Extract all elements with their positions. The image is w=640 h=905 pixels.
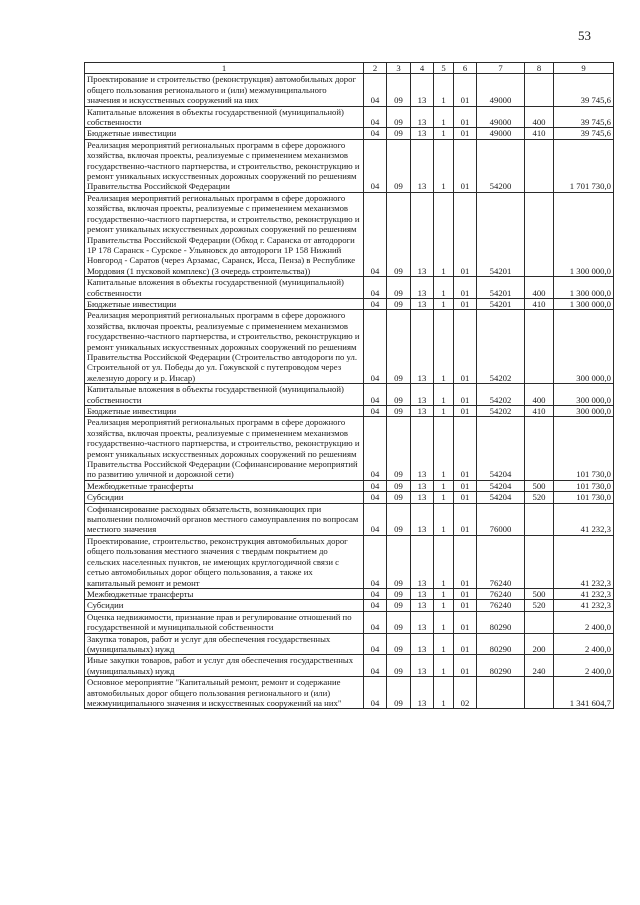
- row-code: 49000: [477, 128, 525, 139]
- table-row: [85, 503, 614, 535]
- row-sum: 1 300 000,0: [554, 298, 614, 309]
- row-code: 01: [454, 535, 477, 588]
- page-number: 53: [578, 28, 591, 43]
- row-code: 13: [411, 600, 434, 611]
- row-code: 13: [411, 611, 434, 633]
- row-code: 01: [454, 588, 477, 599]
- row-code: 1: [434, 633, 454, 655]
- row-code: 240: [525, 655, 554, 677]
- row-code: 04: [364, 139, 387, 192]
- row-name: Бюджетные инвестиции: [85, 128, 364, 139]
- row-code: 520: [525, 492, 554, 503]
- row-sum: 41 232,3: [554, 600, 614, 611]
- row-code: 04: [364, 611, 387, 633]
- row-code: 400: [525, 277, 554, 299]
- row-code: 04: [364, 480, 387, 491]
- row-code: 01: [454, 480, 477, 491]
- row-code: 09: [387, 106, 411, 128]
- row-name: Капитальные вложения в объекты государственной (муниципальной) собственности: [85, 277, 364, 299]
- row-code: 54202: [477, 406, 525, 417]
- row-code: 1: [434, 480, 454, 491]
- row-sum: 39 745,6: [554, 74, 614, 106]
- row-code: 04: [364, 588, 387, 599]
- row-code: 01: [454, 106, 477, 128]
- row-code: 13: [411, 128, 434, 139]
- row-code: 09: [387, 406, 411, 417]
- row-name: Реализация мероприятий региональных программ в сфере дорожного хозяйства, включая проекты, реализуемые с применением механизмов государственно-частного партнерства, и строительство, реконструкцию и ремонт уникальных искусственных дорожных сооружений по решениям Правительства Российской Федерации (Софинансирование мероприятий по развитию уличной и дорожной сети): [85, 417, 364, 480]
- table-row: [85, 310, 614, 384]
- row-code: 13: [411, 503, 434, 535]
- row-code: 500: [525, 480, 554, 491]
- row-code: 1: [434, 277, 454, 299]
- row-code: 1: [434, 655, 454, 677]
- row-code: 1: [434, 310, 454, 384]
- table-row: [85, 611, 614, 633]
- row-code: 04: [364, 492, 387, 503]
- row-name: Субсидии: [85, 600, 364, 611]
- row-code: 04: [364, 310, 387, 384]
- row-code: 09: [387, 277, 411, 299]
- row-code: 09: [387, 503, 411, 535]
- column-number: 3: [387, 63, 411, 74]
- row-code: 1: [434, 417, 454, 480]
- row-code: [477, 677, 525, 709]
- row-code: 09: [387, 128, 411, 139]
- row-code: [525, 310, 554, 384]
- row-code: 13: [411, 417, 434, 480]
- row-sum: 41 232,3: [554, 535, 614, 588]
- row-code: 54202: [477, 310, 525, 384]
- row-name: Софинансирование расходных обязательств, возникающих при выполнении полномочий органов местного самоуправления по вопросам местного значения: [85, 503, 364, 535]
- row-code: 54204: [477, 480, 525, 491]
- row-code: [525, 74, 554, 106]
- row-name: Реализация мероприятий региональных программ в сфере дорожного хозяйства, включая проекты, реализуемые с применением механизмов государственно-частного партнерства, и строительство, реконструкцию и ремонт уникальных искусственных дорожных сооружений по решениям Правительства Российской Федерации (Обход г. Саранска от автодороги 1Р 178 Саранск - Сурское - Ульяновск до автодороги 1Р 158 Нижний Новгород - Саратов (через Арзамас, Саранск, Исса, Пенза) в Республике Мордовия (1 пусковой комплекс) (3 очередь строительства)): [85, 192, 364, 276]
- row-code: 1: [434, 192, 454, 276]
- row-code: 01: [454, 139, 477, 192]
- row-name: Основное мероприятие "Капитальный ремонт, ремонт и содержание автомобильных дорог общего пользования регионального и (или) межмуниципального значения и искусственных сооружений на них": [85, 677, 364, 709]
- row-code: [525, 139, 554, 192]
- row-code: 54201: [477, 298, 525, 309]
- row-code: 04: [364, 384, 387, 406]
- row-name: Субсидии: [85, 492, 364, 503]
- row-code: 01: [454, 128, 477, 139]
- row-code: 13: [411, 384, 434, 406]
- row-code: 54201: [477, 277, 525, 299]
- row-code: 13: [411, 535, 434, 588]
- table-row: [85, 588, 614, 599]
- row-code: 49000: [477, 74, 525, 106]
- row-code: 54204: [477, 492, 525, 503]
- row-code: 80290: [477, 611, 525, 633]
- row-code: 1: [434, 503, 454, 535]
- row-code: 1: [434, 128, 454, 139]
- row-code: 09: [387, 417, 411, 480]
- row-code: 09: [387, 310, 411, 384]
- row-code: [525, 535, 554, 588]
- row-code: 09: [387, 633, 411, 655]
- row-code: 1: [434, 492, 454, 503]
- column-number: 4: [411, 63, 434, 74]
- row-code: [525, 677, 554, 709]
- row-code: 54201: [477, 192, 525, 276]
- row-code: 1: [434, 106, 454, 128]
- row-name: Проектирование, строительство, реконструкция автомобильных дорог общего пользования местного значения с твердым покрытием до сельских населенных пунктов, не имеющих круглогодичной связи с сетью автомобильных дорог общего пользования, а также их капитальный ремонт и ремонт: [85, 535, 364, 588]
- table-row: [85, 633, 614, 655]
- row-code: 01: [454, 503, 477, 535]
- row-code: 13: [411, 677, 434, 709]
- row-code: 09: [387, 600, 411, 611]
- table-row: [85, 492, 614, 503]
- row-code: 13: [411, 310, 434, 384]
- row-code: 13: [411, 655, 434, 677]
- table-row: [85, 384, 614, 406]
- row-code: 01: [454, 611, 477, 633]
- row-sum: 2 400,0: [554, 611, 614, 633]
- row-code: 01: [454, 277, 477, 299]
- row-code: 13: [411, 588, 434, 599]
- row-code: 49000: [477, 106, 525, 128]
- row-code: 520: [525, 600, 554, 611]
- row-name: Бюджетные инвестиции: [85, 298, 364, 309]
- row-code: 04: [364, 677, 387, 709]
- row-code: 410: [525, 298, 554, 309]
- row-code: 04: [364, 655, 387, 677]
- row-code: 76000: [477, 503, 525, 535]
- row-code: 04: [364, 128, 387, 139]
- row-code: 1: [434, 677, 454, 709]
- row-sum: 39 745,6: [554, 106, 614, 128]
- column-number-row: [85, 63, 614, 74]
- row-code: 01: [454, 633, 477, 655]
- row-code: 04: [364, 277, 387, 299]
- row-code: 09: [387, 611, 411, 633]
- row-name: Реализация мероприятий региональных программ в сфере дорожного хозяйства, включая проекты, реализуемые с применением механизмов государственно-частного партнерства, и строительство, реконструкцию и ремонт уникальных искусственных дорожных сооружений по решениям Правительства Российской Федерации: [85, 139, 364, 192]
- budget-table: [84, 62, 614, 709]
- table-row: [85, 298, 614, 309]
- row-name: Бюджетные инвестиции: [85, 406, 364, 417]
- row-sum: 300 000,0: [554, 384, 614, 406]
- row-code: 01: [454, 384, 477, 406]
- row-code: 13: [411, 480, 434, 491]
- column-number: 2: [364, 63, 387, 74]
- row-code: 09: [387, 677, 411, 709]
- row-code: 1: [434, 384, 454, 406]
- row-code: 200: [525, 633, 554, 655]
- row-code: [525, 417, 554, 480]
- row-code: 01: [454, 298, 477, 309]
- row-code: 410: [525, 406, 554, 417]
- row-code: 13: [411, 139, 434, 192]
- row-code: 400: [525, 384, 554, 406]
- row-code: 01: [454, 310, 477, 384]
- row-name: Капитальные вложения в объекты государственной (муниципальной) собственности: [85, 384, 364, 406]
- row-sum: 2 400,0: [554, 633, 614, 655]
- table-row: [85, 677, 614, 709]
- row-code: 09: [387, 192, 411, 276]
- row-code: 01: [454, 192, 477, 276]
- row-code: 1: [434, 611, 454, 633]
- row-code: 01: [454, 600, 477, 611]
- row-sum: 39 745,6: [554, 128, 614, 139]
- row-code: 04: [364, 406, 387, 417]
- row-sum: 101 730,0: [554, 492, 614, 503]
- row-name: Закупка товаров, работ и услуг для обеспечения государственных (муниципальных) нужд: [85, 633, 364, 655]
- row-code: 54204: [477, 417, 525, 480]
- row-name: Межбюджетные трансферты: [85, 480, 364, 491]
- row-code: [525, 192, 554, 276]
- row-code: 76240: [477, 588, 525, 599]
- row-code: 54202: [477, 384, 525, 406]
- row-code: 1: [434, 588, 454, 599]
- row-code: 09: [387, 492, 411, 503]
- row-code: 01: [454, 492, 477, 503]
- row-sum: 300 000,0: [554, 406, 614, 417]
- table-row: [85, 192, 614, 276]
- row-sum: 1 701 730,0: [554, 139, 614, 192]
- row-name: Проектирование и строительство (реконструкция) автомобильных дорог общего пользования регионального и (или) межмуниципального значения и искусственных сооружений на них: [85, 74, 364, 106]
- row-code: 09: [387, 74, 411, 106]
- table-row: [85, 406, 614, 417]
- row-code: 1: [434, 139, 454, 192]
- row-code: 02: [454, 677, 477, 709]
- row-code: 04: [364, 106, 387, 128]
- row-name: Иные закупки товаров, работ и услуг для обеспечения государственных (муниципальных) нужд: [85, 655, 364, 677]
- row-code: 09: [387, 655, 411, 677]
- table-row: [85, 600, 614, 611]
- row-sum: 1 300 000,0: [554, 192, 614, 276]
- row-code: 13: [411, 298, 434, 309]
- row-code: 13: [411, 74, 434, 106]
- row-sum: 41 232,3: [554, 588, 614, 599]
- row-code: 04: [364, 600, 387, 611]
- row-code: 1: [434, 600, 454, 611]
- row-code: 04: [364, 74, 387, 106]
- column-number: 1: [85, 63, 364, 74]
- row-sum: 1 341 604,7: [554, 677, 614, 709]
- row-code: 04: [364, 535, 387, 588]
- row-code: 09: [387, 139, 411, 192]
- row-sum: 101 730,0: [554, 417, 614, 480]
- row-code: 04: [364, 417, 387, 480]
- row-code: 13: [411, 406, 434, 417]
- row-code: 1: [434, 535, 454, 588]
- row-code: 04: [364, 192, 387, 276]
- row-code: 500: [525, 588, 554, 599]
- row-code: 54200: [477, 139, 525, 192]
- row-code: 1: [434, 74, 454, 106]
- row-code: 13: [411, 492, 434, 503]
- column-number: 9: [554, 63, 614, 74]
- row-code: 80290: [477, 633, 525, 655]
- row-code: 13: [411, 192, 434, 276]
- row-code: 09: [387, 588, 411, 599]
- row-code: 410: [525, 128, 554, 139]
- row-code: 04: [364, 298, 387, 309]
- table-row: [85, 480, 614, 491]
- column-number: 5: [434, 63, 454, 74]
- row-code: 01: [454, 655, 477, 677]
- table-row: [85, 417, 614, 480]
- column-number: 7: [477, 63, 525, 74]
- column-number: 6: [454, 63, 477, 74]
- row-sum: 1 300 000,0: [554, 277, 614, 299]
- row-code: 76240: [477, 535, 525, 588]
- row-name: Межбюджетные трансферты: [85, 588, 364, 599]
- row-code: 400: [525, 106, 554, 128]
- row-code: 09: [387, 480, 411, 491]
- row-sum: 41 232,3: [554, 503, 614, 535]
- table-row: [85, 277, 614, 299]
- row-code: 13: [411, 106, 434, 128]
- table-row: [85, 106, 614, 128]
- row-code: 01: [454, 74, 477, 106]
- table-row: [85, 655, 614, 677]
- column-number: 8: [525, 63, 554, 74]
- row-code: 04: [364, 503, 387, 535]
- row-name: Реализация мероприятий региональных программ в сфере дорожного хозяйства, включая проекты, реализуемые с применением механизмов государственно-частного партнерства, и строительство, реконструкцию и ремонт уникальных искусственных дорожных сооружений по решениям Правительства Российской Федерации (Строительство автодороги по ул. Строительной от ул. Победы до ул. Гожувской с путепроводом через железную дорогу и р. Инсар): [85, 310, 364, 384]
- row-code: [525, 611, 554, 633]
- row-code: 76240: [477, 600, 525, 611]
- row-code: 01: [454, 417, 477, 480]
- row-sum: 300 000,0: [554, 310, 614, 384]
- row-code: 04: [364, 633, 387, 655]
- row-sum: 101 730,0: [554, 480, 614, 491]
- row-name: Капитальные вложения в объекты государственной (муниципальной) собственности: [85, 106, 364, 128]
- row-code: [525, 503, 554, 535]
- table-row: [85, 139, 614, 192]
- row-sum: 2 400,0: [554, 655, 614, 677]
- row-code: 80290: [477, 655, 525, 677]
- table-row: [85, 535, 614, 588]
- row-code: 13: [411, 277, 434, 299]
- table-row: [85, 74, 614, 106]
- row-code: 1: [434, 298, 454, 309]
- table-row: [85, 128, 614, 139]
- row-code: 01: [454, 406, 477, 417]
- row-code: 09: [387, 298, 411, 309]
- row-code: 13: [411, 633, 434, 655]
- row-code: 1: [434, 406, 454, 417]
- row-code: 09: [387, 384, 411, 406]
- row-code: 09: [387, 535, 411, 588]
- row-name: Оценка недвижимости, признание прав и регулирование отношений по государственной и муниципальной собственности: [85, 611, 364, 633]
